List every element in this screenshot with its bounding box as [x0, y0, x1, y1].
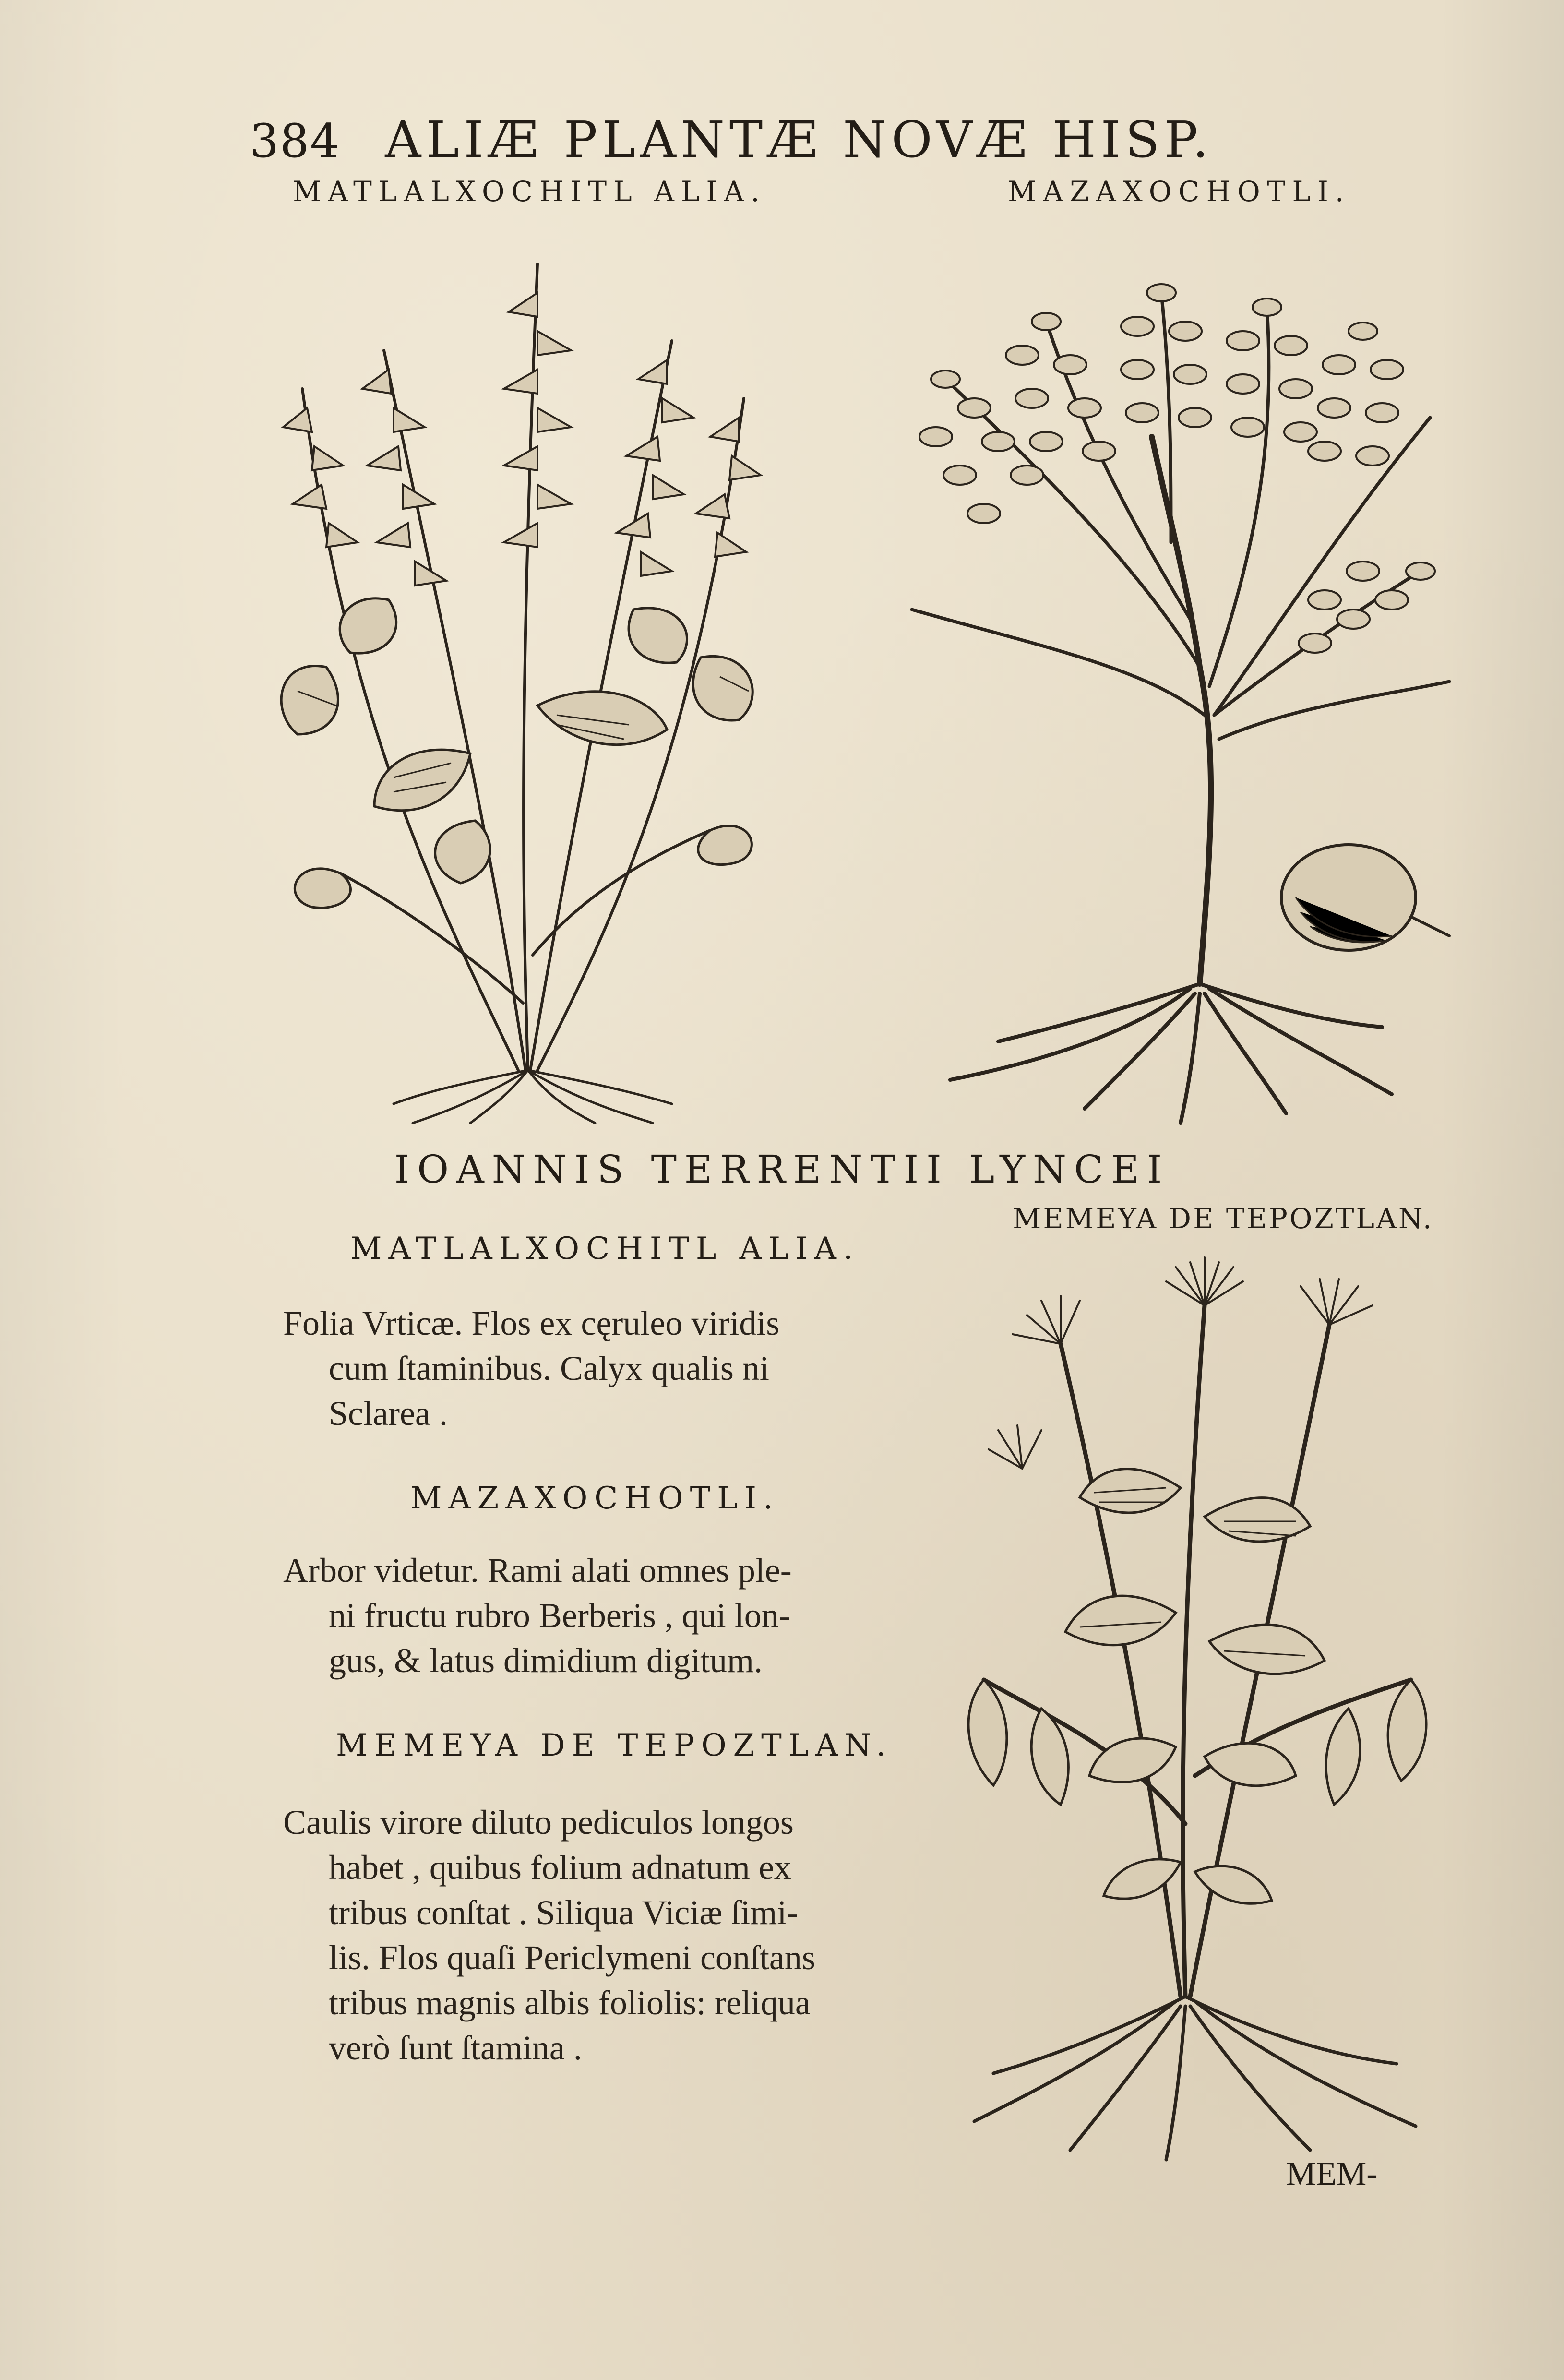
section-title-matlalxochitl: MATLALXOCHITL ALIA. [350, 1231, 860, 1267]
section-title-mazaxochotli: MAZAXOCHOTLI. [410, 1481, 780, 1516]
text-line: verò ſunt ſtamina . [329, 2029, 582, 2067]
text-line: gus, & latus dimidium digitum. [329, 1641, 763, 1680]
main-heading: IOANNIS TERRENTII LYNCEI [394, 1147, 1170, 1192]
text-line: Sclarea . [329, 1394, 448, 1433]
section-text-matlalxochitl [283, 1301, 907, 1436]
woodcut-mazaxochotli [902, 235, 1468, 1137]
figure-caption-matlalxochitl: MATLALXOCHITL ALIA. [293, 175, 766, 208]
running-title: ALIÆ PLANTÆ NOVÆ HISP. [385, 110, 1214, 169]
woodcut-matlalxochitl [269, 235, 777, 1128]
text-line: tribus conſtat . Siliqua Viciæ ſimi- [329, 1893, 799, 1932]
text-line: habet , quibus folium adnatum ex [329, 1848, 791, 1887]
catchword: MEM- [1286, 2155, 1378, 2192]
text-line: ni fructu rubro Berberis , qui lon- [329, 1596, 790, 1635]
running-header [250, 110, 1353, 169]
text-line: tribus magnis albis foliolis: reliqua [329, 1984, 811, 2022]
page-number: 384 [250, 114, 341, 168]
woodcut-memeya [955, 1248, 1445, 2179]
section-text-mazaxochotli [283, 1548, 907, 1683]
text-line: Caulis virore diluto pediculos longos [283, 1803, 794, 1842]
section-title-memeya: MEMEYA DE TEPOZTLAN. [336, 1728, 893, 1763]
figure-caption-memeya: MEMEYA DE TEPOZTLAN. [1013, 1202, 1434, 1235]
text-line: Folia Vrticæ. Flos ex cęruleo viridis [283, 1304, 780, 1342]
text-line: lis. Flos quaſi Periclymeni conſtans [329, 1938, 815, 1977]
figure-caption-mazaxochotli: MAZAXOCHOTLI. [1008, 175, 1351, 208]
text-line: cum ſtaminibus. Calyx qualis ni [329, 1349, 769, 1387]
text-line: Arbor videtur. Rami alati omnes ple- [283, 1551, 792, 1590]
section-text-memeya [283, 1800, 926, 2070]
